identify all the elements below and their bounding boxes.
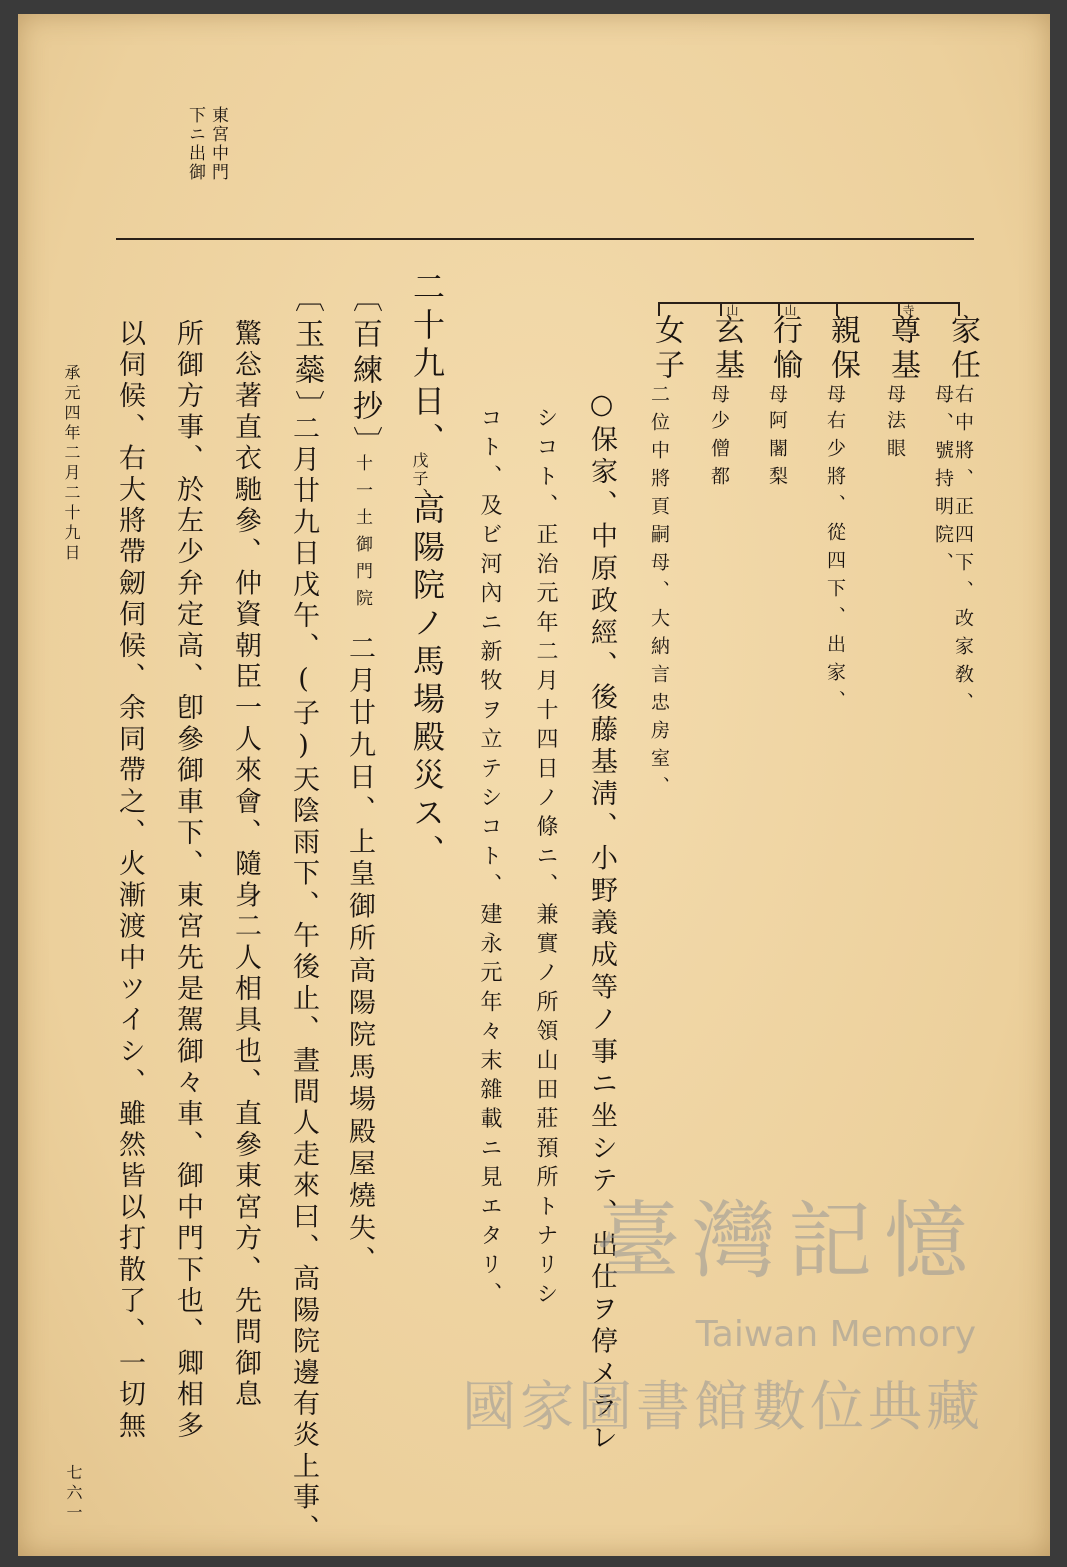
genealogy-name: 尊基 <box>885 314 920 385</box>
source-text: 二月廿九日、上皇御所高陽院馬場殿屋燒失、 <box>344 634 375 1278</box>
genealogy-note: 右少將、從四下、出家、 <box>824 410 846 718</box>
source-title: 〔玉蘂〕 <box>289 282 324 426</box>
genealogy-name: 玄基 <box>709 314 744 385</box>
paragraph-line: ○保家、中原政經、後藤基淸、小野義成等ノ事ニ坐シテ、出仕ヲ停メラレ <box>586 389 617 1456</box>
source-text: 以伺候、右大將帶劒伺候、余同帶之、火漸渡中ツイシ、雖然皆以打散了、一切無 <box>114 319 145 1443</box>
paragraph-line: シコト、正治元年二月十四日ノ條ニ、兼實ノ所領山田莊預所トナリシ <box>533 406 558 1312</box>
watermark-logo: 臺灣記憶 <box>595 1192 980 1290</box>
entry-heading-title: 高陽院ノ馬場殿災ス、 <box>408 492 446 872</box>
genealogy-note: 右中將、正四下、改家敎、 <box>952 384 974 720</box>
source-title: 〔百練抄〕 <box>347 282 382 462</box>
source-text: 二月廿九日戊午、(子)天陰雨下、午後止、晝間人走來曰、高陽院邊有炎上事、 <box>288 414 319 1546</box>
document-page <box>18 14 1050 1556</box>
header-note-col2: 下ニ出御 <box>185 106 205 182</box>
genealogy-note: 法眼 <box>884 410 906 466</box>
running-date: 承元四年二月二十九日 <box>62 364 81 564</box>
genealogy-mother: 母 <box>766 384 788 412</box>
genealogy-name: 女子 <box>649 314 684 385</box>
genealogy-note: 母、號持明院、 <box>932 384 954 580</box>
paragraph-line: コト、及ビ河內ニ新牧ヲ立テシコト、建永元年々末雜載ニ見エタリ、 <box>477 406 502 1312</box>
entry-heading-date: 二十九日、 <box>408 270 446 460</box>
header-rule <box>116 238 974 240</box>
genealogy-mark: 山 <box>725 304 739 318</box>
source-note: 十一土御門院 <box>352 454 372 616</box>
source-text: 驚忩著直衣馳參、仲資朝臣一人來會、隨身二人相具也、直參東宮方、先問御息 <box>230 319 261 1411</box>
genealogy-mark: 山 <box>783 304 797 318</box>
genealogy-note: 二位中將頁嗣母、大納言忠房室、 <box>648 384 670 804</box>
genealogy-name: 家任 <box>945 314 980 385</box>
genealogy-mother: 母 <box>884 384 906 412</box>
genealogy-note: 少僧都 <box>708 410 730 494</box>
genealogy-mother: 母 <box>824 384 846 412</box>
header-note-col1: 東宮中門 <box>208 106 228 182</box>
entry-heading-kanshi: 戊子、 <box>410 452 429 506</box>
source-text: 所御方事、於左少弁定高、卽參御車下、東宮先是駕御々車、御中門下也、卿相多 <box>172 319 203 1443</box>
watermark-library: 國家圖書館數位典藏 <box>462 1375 984 1438</box>
watermark-english: Taiwan Memory <box>695 1314 976 1355</box>
genealogy-mother: 母 <box>708 384 730 412</box>
page-number: 七六一 <box>64 1464 83 1524</box>
genealogy-mark: 寺 <box>901 304 915 318</box>
genealogy-name: 親保 <box>825 314 860 385</box>
genealogy-name: 行愉 <box>767 314 802 385</box>
genealogy-note: 阿闍梨 <box>766 410 788 494</box>
